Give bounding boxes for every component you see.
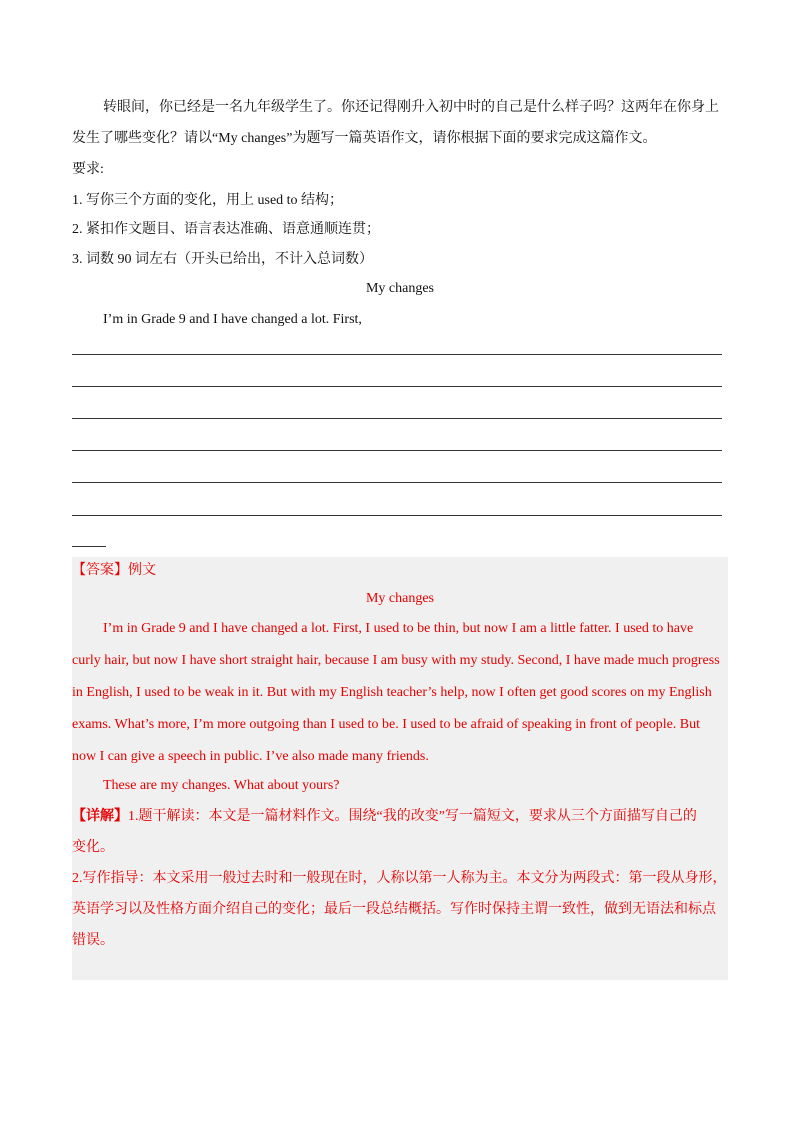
detail-line-5: 错误。 <box>72 933 114 948</box>
answer-line-2: curly hair, but now I have short straight hair, because I am busy with my study. Second, I have made much progress <box>72 653 720 668</box>
writing-line <box>72 418 722 419</box>
trailing-blank <box>72 546 106 547</box>
answer-line-5: now I can give a speech in public. I’ve also made many friends. <box>72 749 429 764</box>
writing-line <box>72 386 722 387</box>
answer-title: My changes <box>365 591 435 606</box>
detail-text-1: 1.题干解读：本文是一篇材料作文。围绕“我的改变”写一篇短文，要求从三个方面描写自己的 <box>128 809 697 824</box>
writing-line <box>72 482 722 483</box>
intro-line-2: 发生了哪些变化？请以“My changes”为题写一篇英语作文，请你根据下面的要求完成这篇作文。 <box>72 131 657 146</box>
detail-line-1 <box>72 807 697 827</box>
writing-line <box>72 354 722 355</box>
detail-line-2: 变化。 <box>72 840 114 855</box>
essay-title: My changes <box>365 281 435 296</box>
detail-line-3: 2.写作指导：本文采用一般过去时和一般现在时，人称以第一人称为主。本文分为两段式：第一段从身形， <box>72 871 727 886</box>
answer-closing: These are my changes. What about yours? <box>103 778 340 793</box>
writing-line <box>72 450 722 451</box>
writing-line <box>72 515 722 516</box>
detail-label: 【详解】 <box>72 809 128 824</box>
requirements-label: 要求: <box>72 162 104 177</box>
requirement-3: 3. 词数 90 词左右（开头已给出，不计入总词数） <box>72 252 373 267</box>
intro-line-1: 转眼间，你已经是一名九年级学生了。你还记得刚升入初中时的自己是什么样子吗？这两年在你身上 <box>103 100 719 115</box>
answer-label: 【答案】例文 <box>72 563 156 578</box>
answer-line-1: I’m in Grade 9 and I have changed a lot. First, I used to be thin, but now I am a little fatter. I used to have <box>103 621 694 636</box>
requirement-2: 2. 紧扣作文题目、语言表达准确、语意通顺连贯； <box>72 222 380 237</box>
answer-line-4: exams. What’s more, I’m more outgoing than I used to be. I used to be afraid of speaking in front of people. But <box>72 717 701 732</box>
answer-line-3: in English, I used to be weak in it. But with my English teacher’s help, now I often get good scores on my English <box>72 685 712 700</box>
essay-start: I’m in Grade 9 and I have changed a lot. First, <box>103 312 362 327</box>
detail-line-4: 英语学习以及性格方面介绍自己的变化；最后一段总结概括。写作时保持主谓一致性，做到无语法和标点 <box>72 902 716 917</box>
requirement-1: 1. 写你三个方面的变化，用上 used to 结构； <box>72 193 344 208</box>
